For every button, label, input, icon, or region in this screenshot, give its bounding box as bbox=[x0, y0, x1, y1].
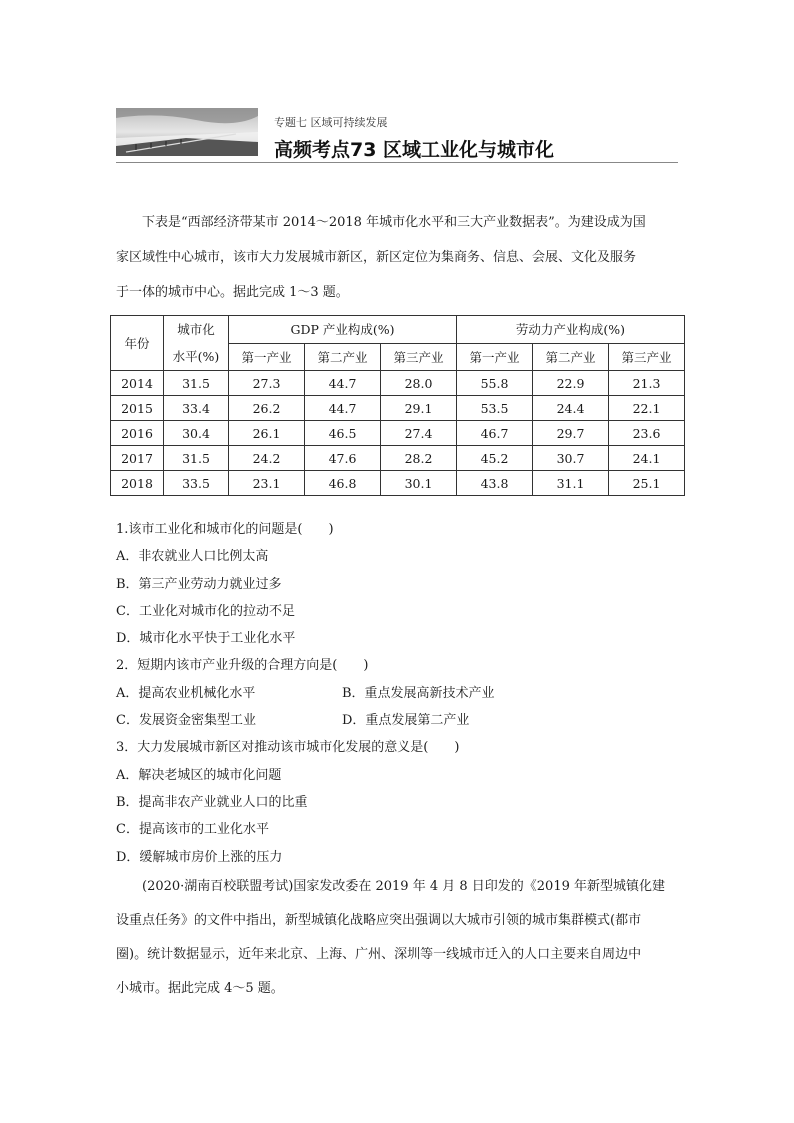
table-row bbox=[111, 371, 685, 396]
table-cell: 2017 bbox=[111, 446, 164, 471]
question-1-option-a: A．非农就业人口比例太高 bbox=[116, 549, 269, 565]
table-cell: 45.2 bbox=[457, 446, 533, 471]
header-urbanization-line2: 水平(%) bbox=[172, 349, 220, 364]
intro-paragraph bbox=[116, 205, 686, 310]
subheader-gdp-primary: 第一产业 bbox=[229, 343, 305, 371]
table-cell: 29.1 bbox=[381, 396, 457, 421]
table-cell: 27.3 bbox=[229, 371, 305, 396]
passage-2-line-4: 小城市。据此完成 4～5 题。 bbox=[116, 981, 284, 996]
table-cell: 23.6 bbox=[609, 421, 685, 446]
table-cell: 28.2 bbox=[381, 446, 457, 471]
table-cell: 46.5 bbox=[305, 421, 381, 446]
table-cell: 28.0 bbox=[381, 371, 457, 396]
header-year: 年份 bbox=[111, 316, 164, 371]
table-cell: 30.1 bbox=[381, 471, 457, 496]
table-cell: 30.4 bbox=[164, 421, 229, 446]
table-cell: 25.1 bbox=[609, 471, 685, 496]
question-3-option-b: B．提高非农产业就业人口的比重 bbox=[116, 794, 308, 810]
question-1-option-c: C．工业化对城市化的拉动不足 bbox=[116, 603, 295, 619]
header-subtitle: 专题七 区域可持续发展 bbox=[274, 116, 388, 129]
table-cell: 24.4 bbox=[533, 396, 609, 421]
table-cell: 26.2 bbox=[229, 396, 305, 421]
table-cell: 21.3 bbox=[609, 371, 685, 396]
table-cell: 47.6 bbox=[305, 446, 381, 471]
question-2-options-row-1 bbox=[116, 680, 495, 707]
passage-2-line-3: 圈)。统计数据显示，近年来北京、上海、广州、深圳等一线城市迁入的人口主要来自周边中 bbox=[116, 947, 642, 962]
header-divider bbox=[116, 162, 678, 163]
table-cell: 27.4 bbox=[381, 421, 457, 446]
question-3-option-c: C．提高该市的工业化水平 bbox=[116, 822, 269, 838]
intro-line-1: 下表是“西部经济带某市 2014～2018 年城市化水平和三大产业数据表”。为建设成为国 bbox=[142, 215, 646, 230]
table-cell: 44.7 bbox=[305, 396, 381, 421]
intro-line-3: 于一体的城市中心。据此完成 1～3 题。 bbox=[116, 285, 349, 300]
table-row bbox=[111, 471, 685, 496]
table-cell: 2015 bbox=[111, 396, 164, 421]
table-cell: 46.7 bbox=[457, 421, 533, 446]
question-1-option-b: B．第三产业劳动力就业过多 bbox=[116, 576, 282, 592]
table-cell: 31.5 bbox=[164, 446, 229, 471]
subheader-gdp-tertiary: 第三产业 bbox=[381, 343, 457, 371]
table-cell: 33.5 bbox=[164, 471, 229, 496]
table-cell: 44.7 bbox=[305, 371, 381, 396]
question-2-options-row-2 bbox=[116, 707, 495, 734]
table-cell: 24.2 bbox=[229, 446, 305, 471]
question-1-stem: 1.该市工业化和城市化的问题是( ) bbox=[116, 522, 334, 537]
passage-2 bbox=[116, 870, 686, 1006]
question-2-option-c: C．发展资金密集型工业 bbox=[116, 713, 256, 729]
header-gdp-group: GDP 产业构成(%) bbox=[229, 316, 457, 344]
question-2-option-d: D．重点发展第二产业 bbox=[342, 713, 470, 729]
passage-2-line-1: (2020·湖南百校联盟考试)国家发改委在 2019 年 4 月 8 日印发的《2019 年新型城镇化建 bbox=[142, 879, 665, 894]
header-urbanization-line1: 城市化 bbox=[177, 322, 215, 337]
header-labor-group: 劳动力产业构成(%) bbox=[457, 316, 685, 344]
intro-line-2: 家区域性中心城市，该市大力发展城市新区，新区定位为集商务、信息、会展、文化及服务 bbox=[116, 250, 637, 265]
table-cell: 55.8 bbox=[457, 371, 533, 396]
question-3-option-d: D．缓解城市房价上涨的压力 bbox=[116, 849, 283, 865]
passage-2-line-2: 设重点任务》的文件中指出，新型城镇化战略应突出强调以大城市引领的城市集群模式(都市 bbox=[116, 913, 642, 928]
header-urbanization bbox=[164, 316, 229, 371]
subheader-labor-tertiary: 第三产业 bbox=[609, 343, 685, 371]
table-row bbox=[111, 446, 685, 471]
header-photo bbox=[116, 108, 258, 156]
data-table bbox=[110, 315, 685, 496]
question-3-stem: 3．大力发展城市新区对推动该市城市化发展的意义是( ) bbox=[116, 740, 460, 756]
table-cell: 31.1 bbox=[533, 471, 609, 496]
question-2-option-a: A．提高农业机械化水平 bbox=[116, 685, 256, 701]
page-title: 高频考点73 区域工业化与城市化 bbox=[274, 139, 555, 161]
table-cell: 2016 bbox=[111, 421, 164, 446]
question-2-option-b: B．重点发展高新技术产业 bbox=[342, 685, 495, 701]
question-2-stem: 2．短期内该市产业升级的合理方向是( ) bbox=[116, 658, 369, 674]
table-cell: 29.7 bbox=[533, 421, 609, 446]
subheader-labor-primary: 第一产业 bbox=[457, 343, 533, 371]
table-cell: 2014 bbox=[111, 371, 164, 396]
table-row bbox=[111, 421, 685, 446]
table-cell: 24.1 bbox=[609, 446, 685, 471]
question-block bbox=[116, 516, 495, 871]
table-cell: 30.7 bbox=[533, 446, 609, 471]
table-cell: 26.1 bbox=[229, 421, 305, 446]
table-cell: 2018 bbox=[111, 471, 164, 496]
table-cell: 22.1 bbox=[609, 396, 685, 421]
table-cell: 23.1 bbox=[229, 471, 305, 496]
table-cell: 31.5 bbox=[164, 371, 229, 396]
subheader-labor-secondary: 第二产业 bbox=[533, 343, 609, 371]
table-cell: 53.5 bbox=[457, 396, 533, 421]
table-cell: 43.8 bbox=[457, 471, 533, 496]
table-cell: 22.9 bbox=[533, 371, 609, 396]
question-1-option-d: D．城市化水平快于工业化水平 bbox=[116, 631, 296, 647]
table-row bbox=[111, 396, 685, 421]
table-header-row bbox=[111, 316, 685, 344]
table-cell: 33.4 bbox=[164, 396, 229, 421]
subheader-gdp-secondary: 第二产业 bbox=[305, 343, 381, 371]
table-cell: 46.8 bbox=[305, 471, 381, 496]
question-3-option-a: A．解决老城区的城市化问题 bbox=[116, 767, 282, 783]
